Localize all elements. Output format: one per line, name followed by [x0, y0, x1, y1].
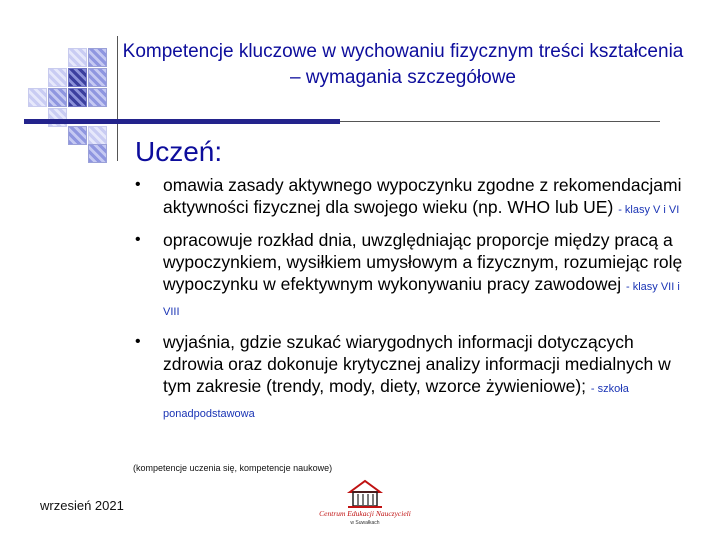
bullet-note: - klasy VII i VIII — [163, 281, 680, 318]
bullet-text: omawia zasady aktywnego wypoczynku zgodne z rekomendacjami aktywności fizycznej dla swojego wieku (np. WHO lub UE) — [163, 175, 682, 217]
bullet-icon: • — [135, 176, 141, 193]
title-underline-bar — [24, 119, 340, 124]
slide-subtitle: Uczeń: — [135, 136, 223, 167]
bullet-note: - klasy V i VI — [618, 204, 680, 216]
bullet-note: - szkoła ponadpodstawowa — [163, 383, 629, 420]
bullet-list — [135, 174, 695, 425]
logo-text: Centrum Edukacji Nauczycieli — [319, 509, 411, 518]
list-item — [135, 229, 695, 323]
slide-date: wrzesień 2021 — [40, 498, 124, 513]
bullet-icon: • — [135, 333, 141, 350]
title-underline-rule — [340, 121, 660, 122]
bullet-text: opracowuje rozkład dnia, uwzględniając proporcje między pracą a wypoczynkiem, wysiłkiem umysłowym a fizycznym, rozumiejąc rolę wypoczynku w efektywnym wykonywaniu pracy zawodowej — [163, 230, 683, 294]
bullet-text: wyjaśnia, gdzie szukać wiarygodnych informacji dotyczących zdrowia oraz dokonuje krytycznej analizy informacji medialnych w tym zakresie (trendy, mody, diety, wzorce żywieniowe); — [163, 332, 671, 396]
list-item — [135, 174, 695, 221]
bullet-icon: • — [135, 231, 141, 248]
list-item — [135, 331, 695, 425]
logo-subtext: w Suwałkach — [350, 520, 380, 526]
footer-note: (kompetencje uczenia się, kompetencje naukowe) — [133, 463, 333, 473]
slide-title: Kompetencje kluczowe w wychowaniu fizycznym treści kształcenia – wymagania szczegółowe — [122, 41, 684, 88]
school-logo-icon — [310, 478, 420, 530]
